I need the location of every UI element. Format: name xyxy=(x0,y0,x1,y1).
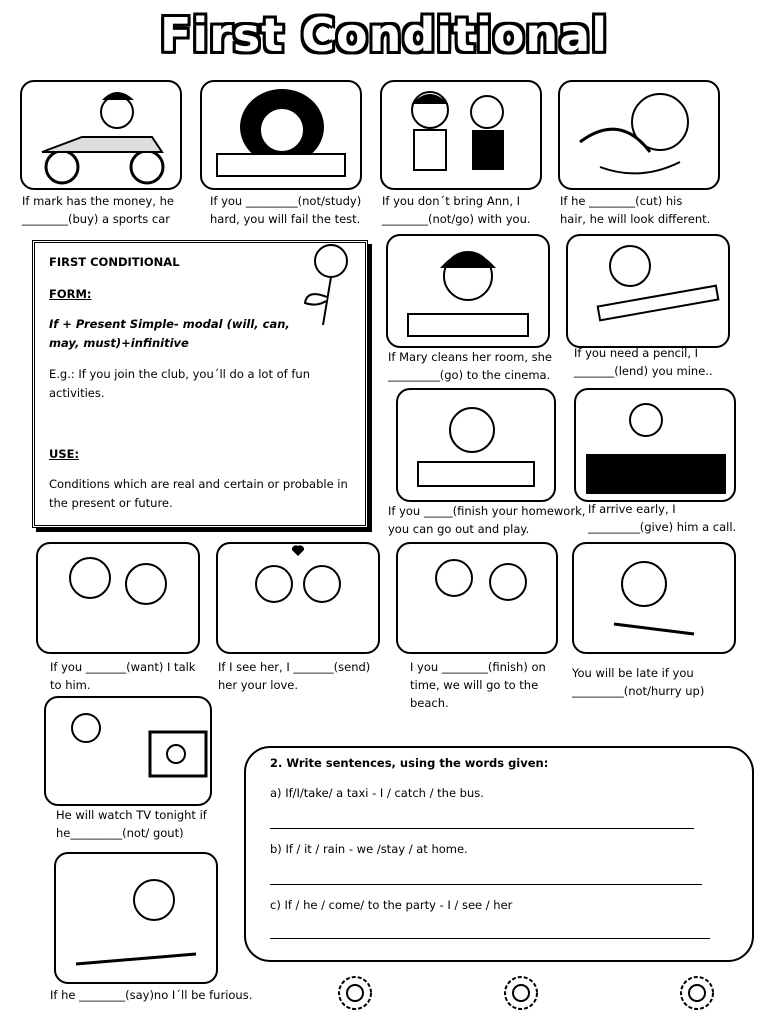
exercise-study: If you _________(not/study) hard, you will fail the test. xyxy=(210,194,362,226)
flower-decoration-2 xyxy=(500,974,542,1012)
exercise-furious: If he ________(say)no I´ll be furious. xyxy=(50,988,253,1002)
exercise-pencil: If you need a pencil, I _______(lend) you mine.. xyxy=(574,346,713,378)
rules-heading: FIRST CONDITIONAL xyxy=(49,255,180,269)
exercise-beach: I you ________(finish) on time, we will go to the beach. xyxy=(410,660,546,710)
picture-boy-on-motorbike xyxy=(20,80,182,190)
picture-two-boys-beach xyxy=(396,542,558,654)
exercise-homework: If you _____(finish your homework, you can go out and play. xyxy=(388,504,586,536)
picture-girl-cleaning xyxy=(386,234,550,348)
exercise-2-box xyxy=(244,746,754,962)
rules-flower-picture xyxy=(293,233,365,329)
exercise-ann: If you don´t bring Ann, I ________(not/go) with you. xyxy=(382,194,531,226)
exercise-2-item-a: a) If/I/take/ a taxi - I / catch / the bus. xyxy=(270,786,484,800)
exercise-mark: If mark has the money, he ________(buy) a sports car xyxy=(22,194,174,226)
answer-line-a[interactable] xyxy=(270,828,694,829)
exercise-late: You will be late if you _________(not/hurry up) xyxy=(572,666,705,698)
picture-two-boys-talking xyxy=(36,542,200,654)
exercise-2-item-c: c) If / he / come/ to the party - I / see / her xyxy=(270,898,513,912)
picture-boy-running xyxy=(572,542,736,654)
exercise-2-item-b: b) If / it / rain - we /stay / at home. xyxy=(270,842,468,856)
picture-couple-in-love xyxy=(216,542,380,654)
picture-man-watching-tv xyxy=(44,696,212,806)
picture-girl-at-desk xyxy=(200,80,362,190)
rules-box xyxy=(32,240,368,528)
picture-boy-with-pencil xyxy=(566,234,730,348)
flower-decoration-3 xyxy=(676,974,718,1012)
exercise-tv: He will watch TV tonight if he_________(not/ gout) xyxy=(56,808,207,840)
use-label: USE: xyxy=(49,447,80,461)
picture-man-on-phone xyxy=(574,388,736,502)
example-text: E.g.: If you join the club, you´ll do a lot of fun activities. xyxy=(49,367,310,400)
exercise-hair: If he ________(cut) his hair, he will look different. xyxy=(560,194,711,226)
exercise-2-heading: 2. Write sentences, using the words given: xyxy=(270,756,549,770)
form-text: If + Present Simple- modal (will, can, may, must)+infinitive xyxy=(49,317,290,350)
exercise-love: If I see her, I _______(send) her your love. xyxy=(218,660,371,692)
form-label: FORM: xyxy=(49,287,92,301)
exercise-call: If arrive early, I _________(give) him a call. xyxy=(588,502,737,534)
picture-boy-studying xyxy=(396,388,556,502)
answer-line-c[interactable] xyxy=(270,938,710,939)
flower-decoration-1 xyxy=(334,974,376,1012)
exercise-mary: If Mary cleans her room, she _________(go) to the cinema. xyxy=(388,350,552,382)
exercise-talk: If you _______(want) I talk to him. xyxy=(50,660,196,692)
worksheet-title: First Conditional xyxy=(160,8,608,62)
picture-angry-boy xyxy=(54,852,218,984)
use-text: Conditions which are real and certain or probable in the present or future. xyxy=(49,477,348,510)
picture-man-hair xyxy=(558,80,720,190)
picture-two-children xyxy=(380,80,542,190)
answer-line-b[interactable] xyxy=(270,884,702,885)
